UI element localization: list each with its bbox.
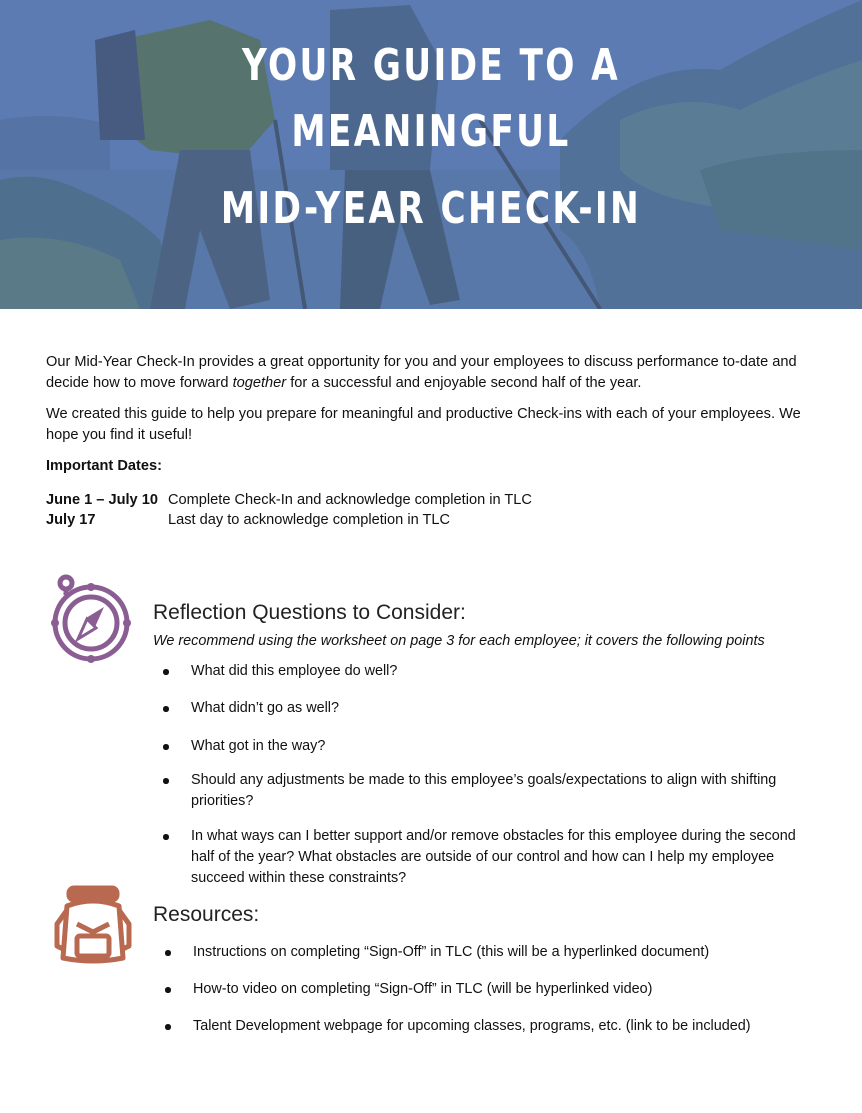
list-item: What got in the way? [163,736,803,757]
list-item: What did this employee do well? [163,661,803,682]
intro-p1-text-end: for a successful and enjoyable second half of the year. [286,375,642,391]
hero-banner [0,0,862,309]
date-row [46,510,450,530]
intro-p1-emphasis: together [232,375,287,391]
list-item: How-to video on completing “Sign-Off” in TLC (will be hyperlinked video) [165,979,805,1000]
list-item: Talent Development webpage for upcoming classes, programs, etc. (link to be included) [165,1016,805,1037]
date-description: Last day to acknowledge completion in TLC [168,512,451,528]
compass-icon [46,573,134,665]
date-row [46,490,532,510]
hero-title-line-2: MEANINGFUL [291,106,571,157]
hero-title [0,0,862,309]
hero-title-line-1: YOUR GUIDE TO A [242,40,620,91]
resources-title: Resources: [153,903,260,926]
list-item: Instructions on completing “Sign-Off” in TLC (this will be a hyperlinked document) [165,942,805,963]
hero-title-line-3: MID-YEAR CHECK-IN [220,183,642,234]
date-description: Complete Check-In and acknowledge completion in TLC [168,492,532,508]
backpack-icon [53,884,133,966]
reflection-subtitle: We recommend using the worksheet on page 3 for each employee; it covers the following points [153,633,765,649]
intro-p1-text: Our Mid-Year Check-In provides a great opportunity for you and your employees to discuss performance to-date and decide how to move forward [46,354,797,391]
date-label: July 17 [46,512,96,528]
important-dates-heading: Important Dates: [46,458,162,474]
reflection-title: Reflection Questions to Consider: [153,601,466,624]
intro-paragraph-2: We created this guide to help you prepare for meaningful and productive Check-ins with each of your employees. We hope you find it useful! [46,406,801,443]
intro-paragraph-1 [46,352,816,394]
list-item: Should any adjustments be made to this employee’s goals/expectations to align with shifting priorities? [163,770,803,812]
list-item: What didn’t go as well? [163,698,803,719]
date-label: June 1 – July 10 [46,492,158,508]
list-item: In what ways can I better support and/or remove obstacles for this employee during the second half of the year? What obstacles are outside of our control and how can I help my employee succeed within these constraints? [163,826,803,889]
